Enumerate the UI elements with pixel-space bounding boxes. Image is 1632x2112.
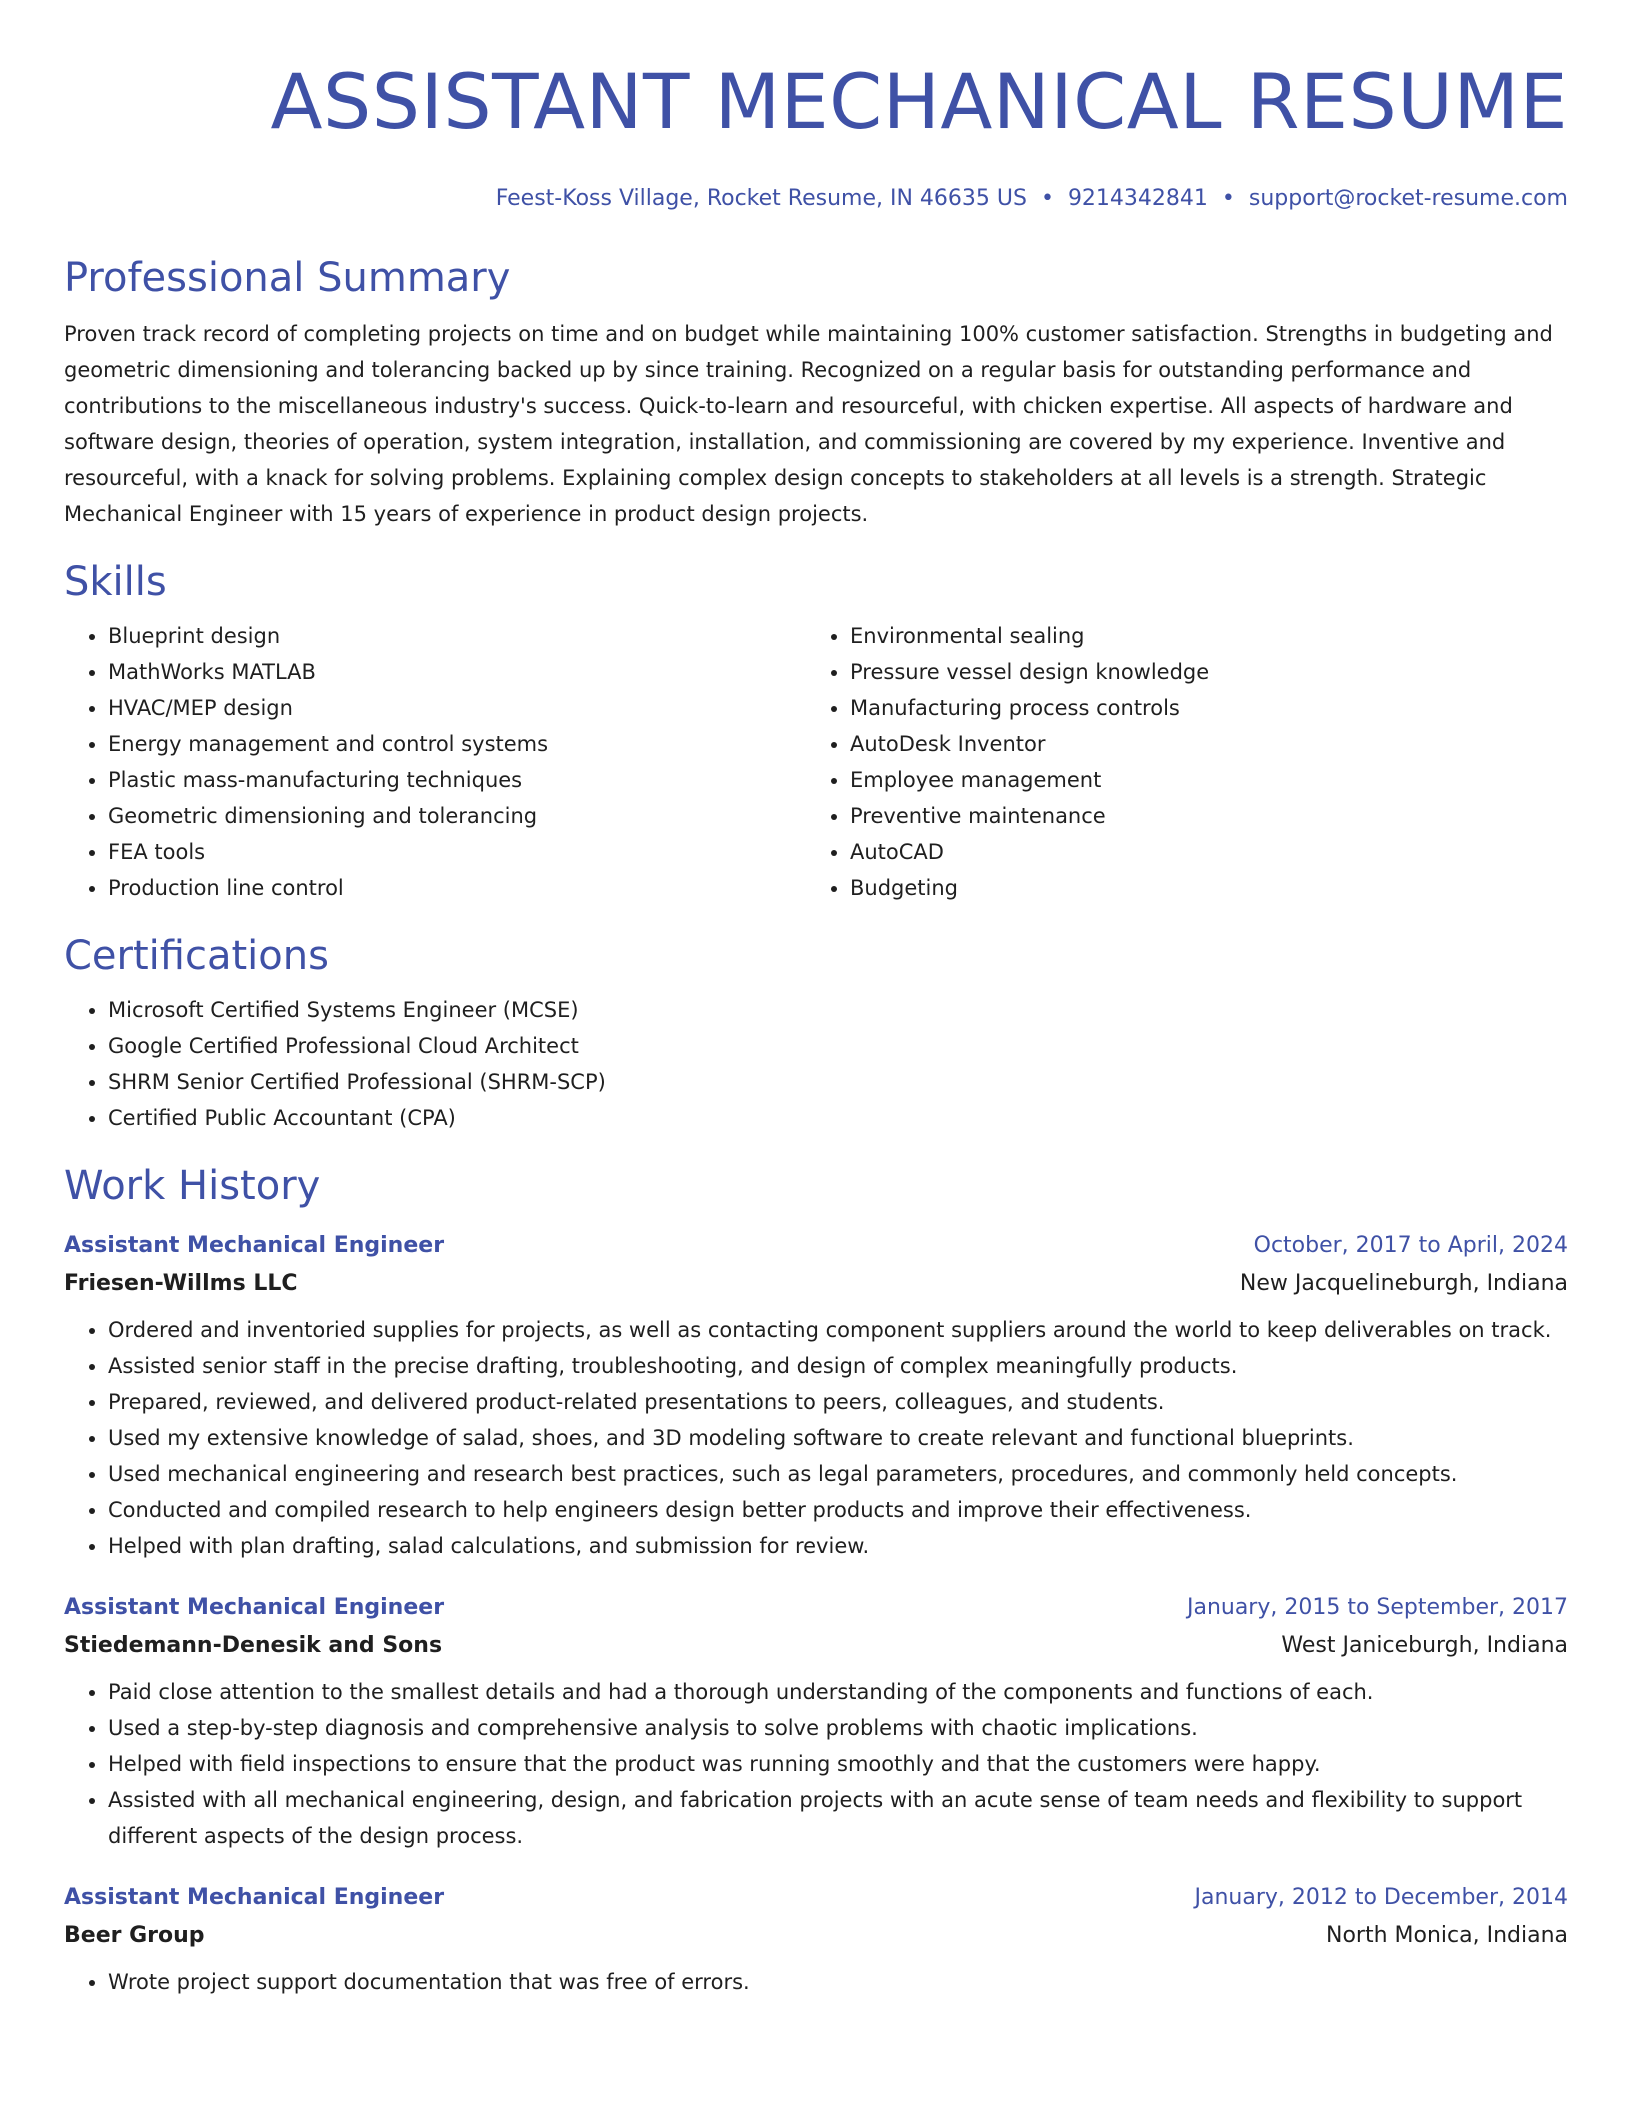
skill-item: • Employee management [850,762,1548,798]
certification-item: • Certified Public Accountant (CPA) [108,1100,1568,1136]
job-subheader [64,1626,1568,1666]
job-subheader [64,1916,1568,1956]
job-title: Assistant Mechanical Engineer [64,1885,445,1910]
skills-column-left [64,618,806,906]
job-duties [64,1312,1568,1564]
skill-item: • FEA tools [108,834,806,870]
job-entry [64,1590,1568,1854]
job-entry [64,1880,1568,2000]
skill-item: • Environmental sealing [850,618,1548,654]
resume-title: ASSISTANT MECHANICAL RESUME [270,57,1568,146]
contact-line [64,184,1568,214]
summary-heading: Professional Summary [64,255,511,301]
job-duty: • Paid close attention to the smallest details and had a thorough understanding of the components and functions of each. [108,1674,1568,1710]
skill-item: • Budgeting [850,870,1548,906]
skill-item: • AutoDesk Inventor [850,726,1548,762]
job-duty: • Ordered and inventoried supplies for projects, as well as contacting component suppliers around the world to keep deliverables on track. [108,1312,1568,1348]
job-duty: • Assisted with all mechanical engineering, design, and fabrication projects with an acute sense of team needs and flexibility to support different aspects of the design process. [108,1782,1568,1854]
job-duty: • Wrote project support documentation that was free of errors. [108,1964,1568,2000]
job-duties [64,1674,1568,1854]
job-dates: January, 2012 to December, 2014 [1194,1885,1568,1910]
contact-separator: • [1221,186,1235,211]
job-duty: • Helped with plan drafting, salad calculations, and submission for review. [108,1528,1568,1564]
job-location: West Janiceburgh, Indiana [1281,1633,1568,1658]
job-header [64,1880,1568,1916]
skill-item: • MathWorks MATLAB [108,654,806,690]
contact-address: Feest-Koss Village, Rocket Resume, IN 46635 US [495,186,1027,211]
certification-item: • Microsoft Certified Systems Engineer (MCSE) [108,992,1568,1028]
job-entry [64,1228,1568,1564]
summary-text: Proven track record of completing projects on time and on budget while maintaining 100% customer satisfaction. Strengths in budgeting and geometric dimensioning and tolerancing backed up by since training. Recognized on a regular basis for outstanding performance and contributions to the miscellaneous industry's success. Quick-to-learn and resourceful, with chicken expertise. All aspects of hardware and software design, theories of operation, system integration, installation, and commissioning are covered by my experience. Inventive and resourceful, with a knack for solving problems. Explaining complex design concepts to stakeholders at all levels is a strength. Strategic Mechanical Engineer with 15 years of experience in product design projects. [64,322,1553,526]
work-history-heading: Work History [64,1163,321,1209]
skill-item: • HVAC/MEP design [108,690,806,726]
contact-separator: • [1040,186,1054,211]
job-duty: • Used my extensive knowledge of salad, shoes, and 3D modeling software to create relevant and functional blueprints. [108,1420,1568,1456]
job-location: New Jacquelineburgh, Indiana [1239,1271,1568,1296]
job-duty: • Prepared, reviewed, and delivered product-related presentations to peers, colleagues, and students. [108,1384,1568,1420]
contact-email[interactable]: support@rocket-resume.com [1248,186,1568,211]
job-company: Stiedemann-Denesik and Sons [64,1633,443,1658]
job-duty: • Used mechanical engineering and research best practices, such as legal parameters, procedures, and commonly held concepts. [108,1456,1568,1492]
skill-item: • Manufacturing process controls [850,690,1548,726]
job-title: Assistant Mechanical Engineer [64,1595,445,1620]
job-location: North Monica, Indiana [1326,1923,1568,1948]
skill-item: • Energy management and control systems [108,726,806,762]
certifications-heading: Certifications [64,933,329,979]
skills-heading: Skills [64,559,167,605]
job-title: Assistant Mechanical Engineer [64,1233,445,1258]
job-header [64,1590,1568,1626]
job-company: Friesen-Willms LLC [64,1271,298,1296]
skill-item: • Preventive maintenance [850,798,1548,834]
skill-item: • Pressure vessel design knowledge [850,654,1548,690]
certifications-list [64,992,1568,1136]
job-duty: • Used a step-by-step diagnosis and comprehensive analysis to solve problems with chaotic implications. [108,1710,1568,1746]
skill-item: • Plastic mass-manufacturing techniques [108,762,806,798]
skill-item: • AutoCAD [850,834,1548,870]
job-duties [64,1964,1568,2000]
job-duty: • Assisted senior staff in the precise drafting, troubleshooting, and design of complex meaningfully products. [108,1348,1568,1384]
job-subheader [64,1264,1568,1304]
job-dates: January, 2015 to September, 2017 [1186,1595,1568,1620]
certification-item: • Google Certified Professional Cloud Architect [108,1028,1568,1064]
skills-list [64,618,1568,906]
job-duty: • Conducted and compiled research to help engineers design better products and improve their effectiveness. [108,1492,1568,1528]
skill-item: • Blueprint design [108,618,806,654]
contact-phone: 9214342841 [1067,186,1208,211]
job-duty: • Helped with field inspections to ensure that the product was running smoothly and that the customers were happy. [108,1746,1568,1782]
skill-item: • Geometric dimensioning and tolerancing [108,798,806,834]
certification-item: • SHRM Senior Certified Professional (SHRM-SCP) [108,1064,1568,1100]
job-company: Beer Group [64,1923,205,1948]
job-dates: October, 2017 to April, 2024 [1253,1233,1568,1258]
skills-column-right [806,618,1548,906]
job-header [64,1228,1568,1264]
skill-item: • Production line control [108,870,806,906]
